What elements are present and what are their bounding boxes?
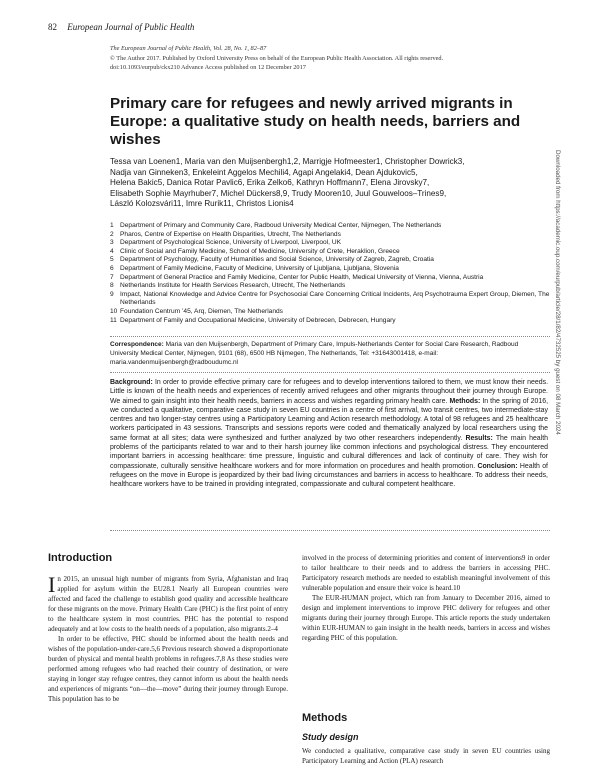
author-line: Elisabeth Sophie Mayrhuber7, Michel Dückers8,9, Trudy Mooren10, Juul Gouweloos–Trines9, bbox=[110, 188, 447, 198]
paragraph: The EUR-HUMAN project, which ran from January to December 2016, aimed to design and implement interventions to improve PHC delivery for refugees and other migrants during their journey through Europe. This article reports the study undertaken within EUR-HUMAN to gain insight in the health needs, barriers in access and wishes regarding PHC of this population. bbox=[302, 594, 550, 642]
affiliation-item: 10 Foundation Centrum ’45, Arq, Diemen, The Netherlands bbox=[110, 307, 283, 315]
abstract bbox=[110, 378, 548, 490]
abstract-background: In order to provide effective primary care for refugees and to develop interventions tailored to them, we must know their needs. Little is known of the health needs and experiences of recently arrived refugees and other migrants throughout their journey through Europe. We aimed to gain insight into their health needs, barriers in access and wishes regarding primary health care. bbox=[110, 379, 548, 405]
introduction-body bbox=[48, 574, 288, 704]
divider bbox=[110, 336, 550, 337]
methods-heading: Methods bbox=[302, 712, 348, 724]
right-column-body bbox=[302, 553, 550, 643]
affiliation-item: 2 Pharos, Centre of Expertise on Health Disparities, Utrecht, The Netherlands bbox=[110, 230, 341, 238]
abstract-results: The main health problems of the participants related to war and to their harsh journey like common infections and psychological distress. They encountered important barriers in accessing healthcare: time pressure, linguistic and cultural differences and lack of continuity of care. They wish for compassionate, culturally sensitive healthcare workers and for more information on procedures and health promotion. bbox=[110, 434, 548, 470]
abstract-conclusion-label: Conclusion: bbox=[477, 462, 518, 470]
affiliation-item: 8 Netherlands Institute for Health Services Research, Utrecht, The Netherlands bbox=[110, 282, 346, 290]
author-line: László Kolozsvári11, Imre Rurik11, Christos Lionis4 bbox=[110, 199, 294, 209]
affiliation-item: 7 Department of General Practice and Family Medicine, Center for Public Health, Medical University of Vienna, Vienna, Austria bbox=[110, 273, 484, 281]
affiliation-item: 6 Department of Family Medicine, Faculty of Medicine, University of Ljubljana, Ljubljana, Slovenia bbox=[110, 264, 399, 272]
copyright-line: © The Author 2017. Published by Oxford University Press on behalf of the European Public Health Association. All rights reserved. bbox=[110, 54, 444, 62]
abstract-methods: In the spring of 2016, we conducted a qualitative, comparative case study in seven EU countries in a centre of first arrival, two transit centres, two intermediate-stay centres and two longer-stay centres using a Participatory Learning and Action research methodology. A total of 98 refugees and 25 healthcare workers participated in 43 sessions. Transcripts and sessions reports were coded and thematically analyzed by local researchers using the same format at all sites; data were synthesized and further analyzed by two other researchers independently. bbox=[110, 397, 549, 442]
author-line: Tessa van Loenen1, Maria van den Muijsenbergh1,2, Marrigje Hofmeester1, Christopher Dowrick3, bbox=[110, 157, 465, 166]
affiliation-item: 4 Clinic of Social and Family Medicine, School of Medicine, University of Crete, Heraklion, Greece bbox=[110, 247, 400, 255]
paragraph: In order to be effective, PHC should be informed about the health needs and wishes of the population-under-care.5,6 Previous research showed a disproportionate burden of physical and mental health problems in refugees.7,8 As these studies were performed among refugees who had reached their country of destination, or were staying in longer stay refugee centres, they cannot inform us about the health needs and experiences of migrants “on—the—move” during their journey through Europe. This population has to be bbox=[48, 635, 288, 703]
drop-cap: I bbox=[48, 572, 56, 597]
correspondence bbox=[110, 341, 548, 367]
affiliation-item: 1 Department of Primary and Community Care, Radboud University Medical Center, Nijmegen, The Netherlands bbox=[110, 222, 442, 229]
abstract-methods-label: Methods: bbox=[449, 397, 481, 405]
journal-name: European Journal of Public Health bbox=[67, 22, 195, 32]
study-design-subheading: Study design bbox=[302, 732, 359, 742]
methods-body bbox=[302, 746, 550, 766]
paragraph: We conducted a qualitative, comparative case study in seven EU countries using Participatory Learning and Action (PLA) research bbox=[302, 747, 550, 765]
author-line: Helena Bakic5, Danica Rotar Pavlic6, Erika Zelko6, Kathryn Hoffmann7, Elena Jirovsky7, bbox=[110, 178, 430, 188]
affiliation-item: 3 Department of Psychological Science, University of Liverpool, Liverpool, UK bbox=[110, 239, 341, 247]
introduction-heading: Introduction bbox=[48, 552, 113, 564]
divider bbox=[110, 530, 550, 531]
abstract-background-label: Background: bbox=[110, 379, 153, 386]
divider bbox=[110, 372, 550, 373]
citation-block bbox=[110, 44, 550, 73]
article-title: Primary care for refugees and newly arrived migrants in Europe: a qualitative study on health needs, barriers and wishes bbox=[110, 95, 521, 148]
citation-line: The European Journal of Public Health, Vol. 28, No. 1, 82–87 bbox=[110, 45, 267, 52]
page-number: 82 bbox=[48, 22, 57, 32]
paragraph: involved in the process of determining priorities and content of interventions9 in order to tailor healthcare to their needs and to address the barriers in accessing PHC. Participatory research methods are needed to establish meaningful involvement of this vulnerable population and ensure their voice is heard.10 bbox=[302, 554, 550, 592]
download-note: Downloaded from https://academic.oup.com/eurpub/article/28/1/82/4732525 by guest on 08 March 2024 bbox=[554, 150, 561, 435]
author-line: Nadja van Ginneken3, Enkeleint Aggelos Mechili4, Agapi Angelaki4, Dean Ajdukovic5, bbox=[110, 167, 418, 177]
correspondence-label: Correspondence: bbox=[110, 341, 164, 348]
correspondence-text: Maria van den Muijsenbergh, Department of Primary Care, Impuls-Netherlands Center for Social Care Research, Radboud University Medical Center, Nijmegen, 9101 (68), 6500 HB Nijmegen, The Netherlands, Tel: +31643001418, e-mail: maria.vandenmuijsenbergh@radboudumc.nl bbox=[110, 341, 519, 366]
doi-line: doi:10.1093/eurpub/ckx210 Advance Access published on 12 December 2017 bbox=[110, 64, 306, 71]
author-list bbox=[110, 157, 560, 210]
affiliation-item: 5 Department of Psychology, Faculty of Humanities and Social Science, University of Zagreb, Zagreb, Croatia bbox=[110, 256, 434, 264]
affiliation-item: 11 Department of Family and Occupational Medicine, University of Debrecen, Debrecen, Hungary bbox=[110, 316, 396, 324]
abstract-conclusion: Health of refugees on the move in Europe is jeopardized by their bad living circumstances and barriers in access to healthcare. To address their needs, healthcare workers have to be trained in providing integrated, compassionate and cultural competent healthcare. bbox=[110, 462, 548, 489]
abstract-results-label: Results: bbox=[465, 434, 493, 442]
paragraph: In 2015, an unusual high number of migrants from Syria, Afghanistan and Iraq applied for asylum within the EU28.1 Nearly all European countries were affected and faced the challenge to establish good quality and accessible healthcare for these migrants on the move. Primary Health Care (PHC) is the first point of entry to the healthcare system in most countries. PHC has the potential to respond adequately and at low costs to the health needs of a population, also migrants.2–4 bbox=[48, 572, 288, 633]
affiliation-list bbox=[110, 222, 550, 325]
running-head bbox=[48, 22, 194, 32]
affiliation-item: 9 Impact, National Knowledge and Advice Centre for Psychosocial Care Concerning Critical Incidents, Arq Psychotrauma Expert Group, Diemen, The Netherlands bbox=[110, 290, 550, 307]
